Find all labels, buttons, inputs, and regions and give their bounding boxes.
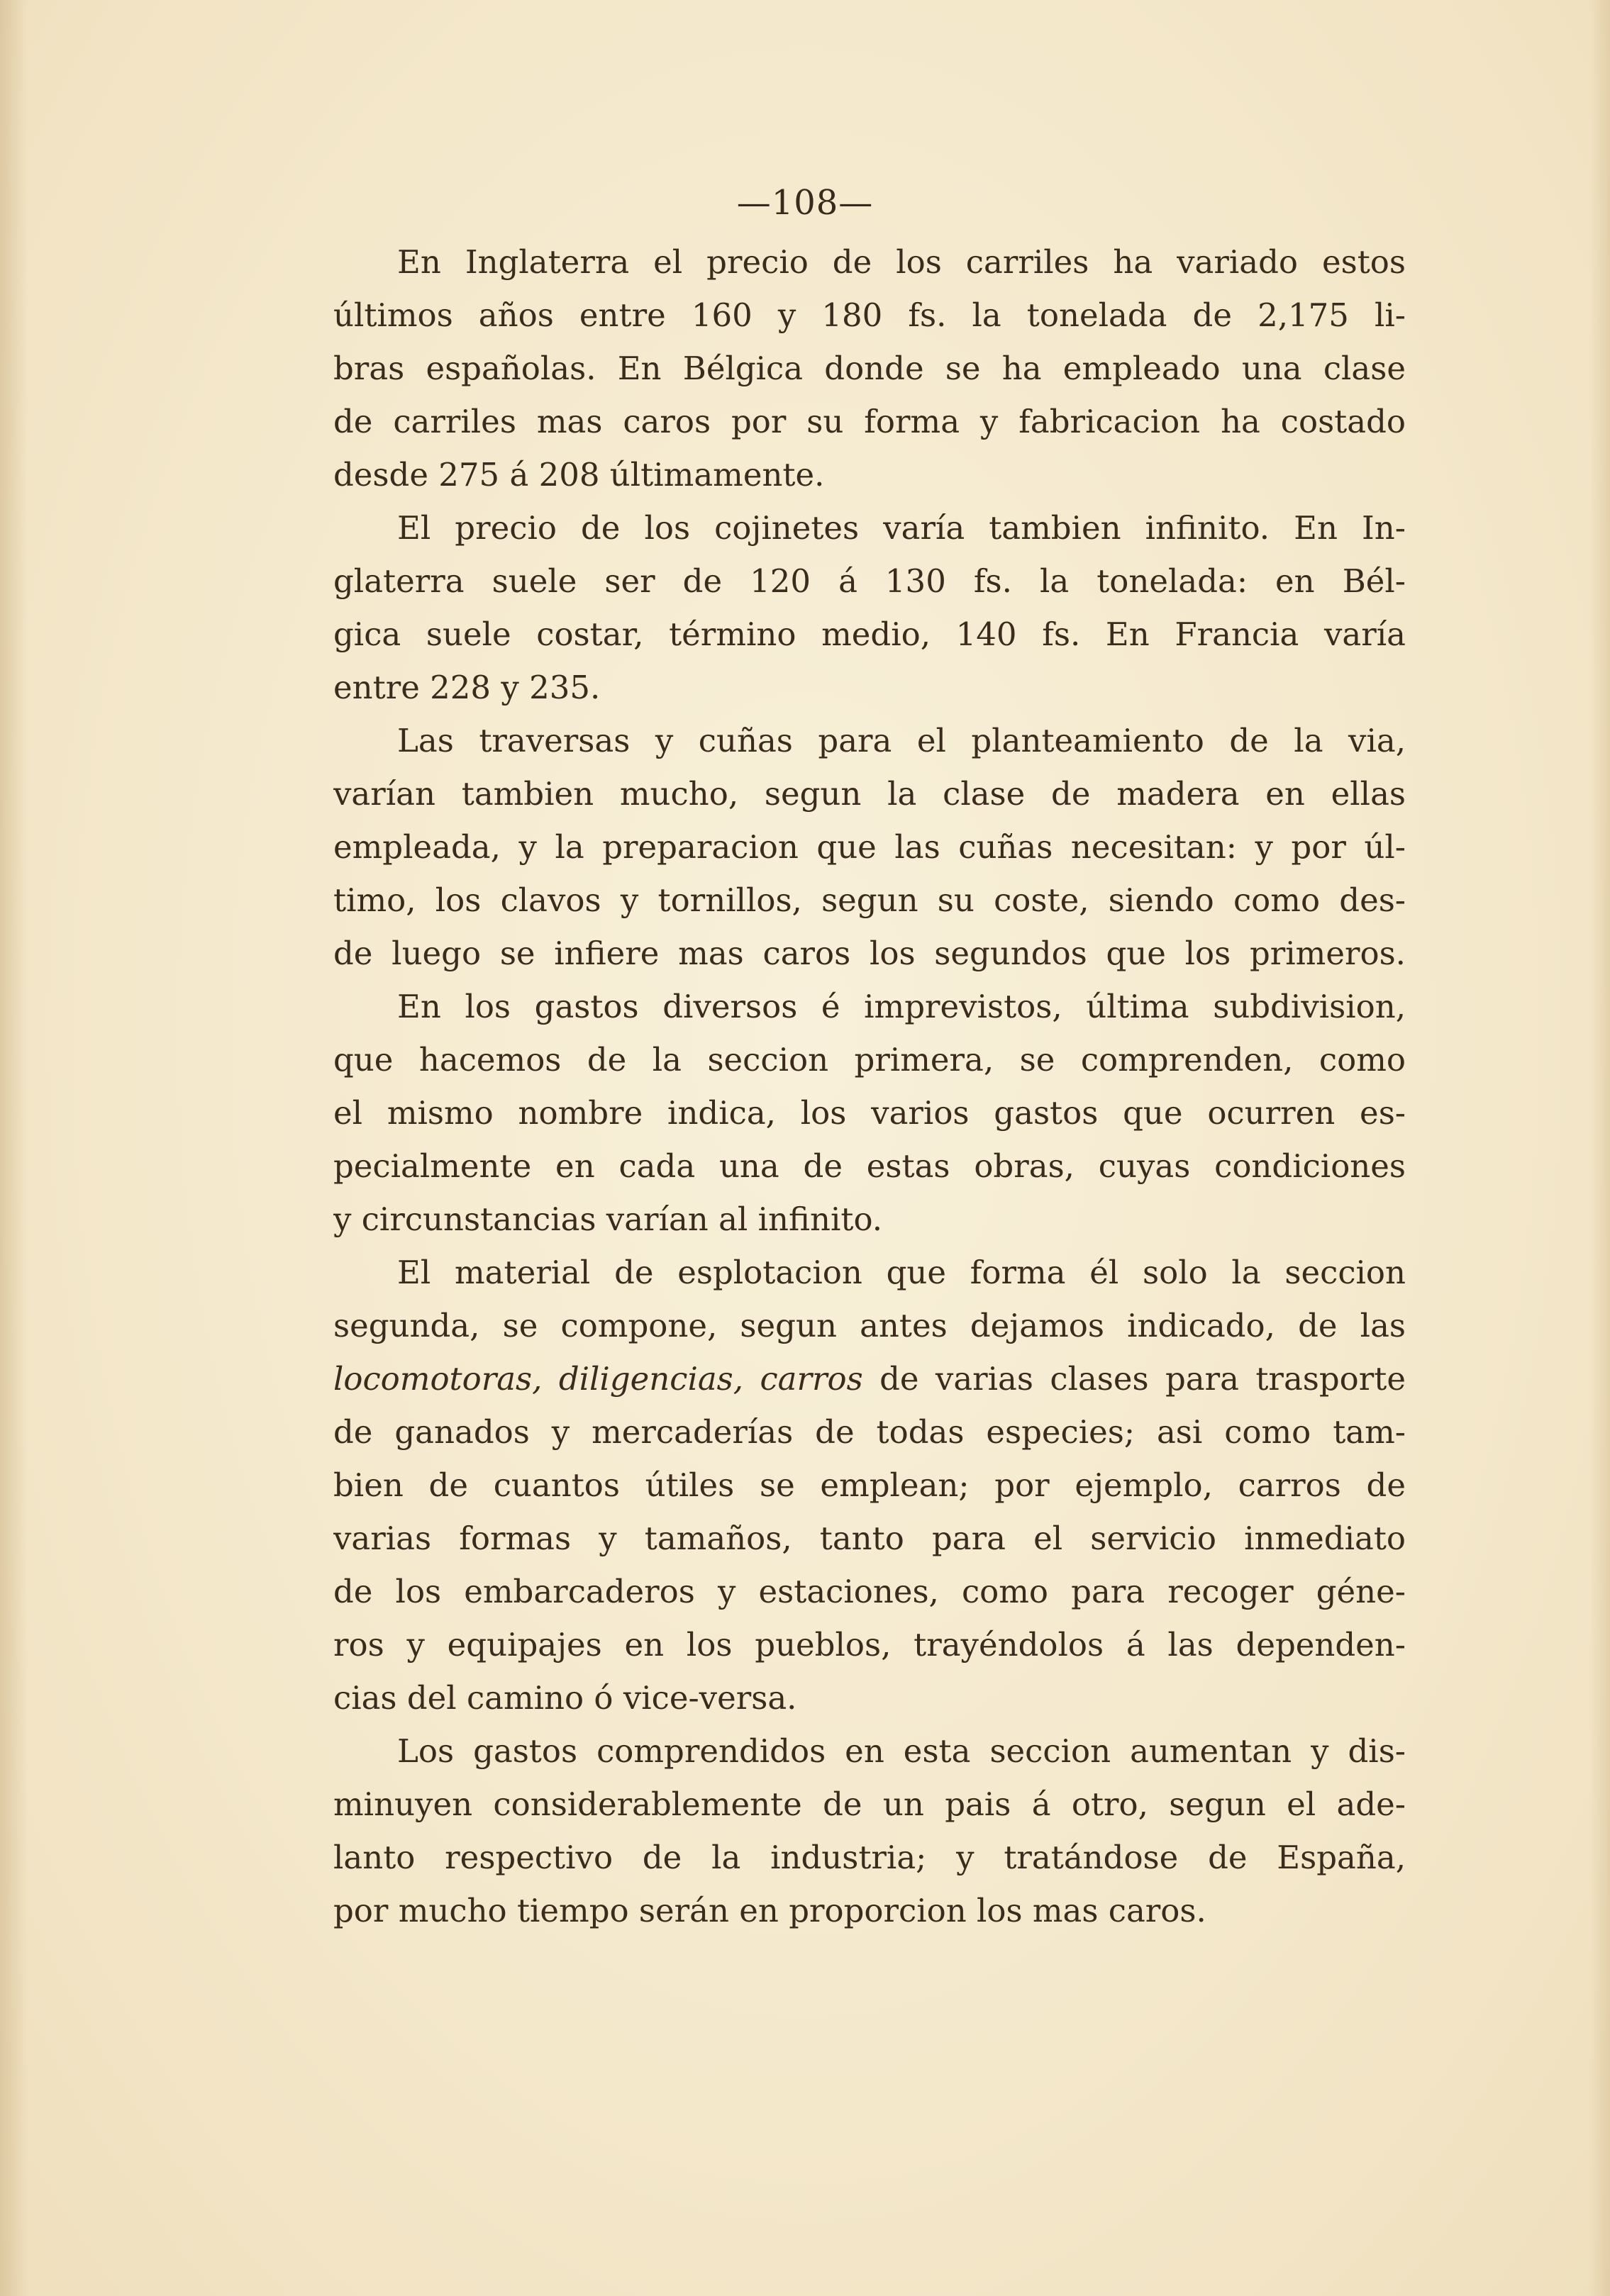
text-line: por mucho tiempo serán en proporcion los mas caros.	[333, 1892, 1206, 1929]
paragraph-cojinetes	[333, 501, 1406, 714]
paragraph-carriles	[333, 235, 1406, 501]
text-line: de luego se infiere mas caros los segundos que los primeros.	[333, 935, 1406, 972]
text-line: cias del camino ó vice-versa.	[333, 1679, 797, 1717]
page-number: —108—	[736, 183, 874, 223]
text-line-mixed	[333, 1352, 1406, 1405]
text-fragment: de varias clases para trasporte	[879, 1360, 1406, 1398]
text-line: bien de cuantos útiles se emplean; por ejemplo, carros de	[333, 1466, 1406, 1504]
page-edge-shadow-left	[0, 0, 28, 2296]
text-line: Las traversas y cuñas para el planteamiento de la via,	[397, 722, 1406, 759]
text-line: ros y equipajes en los pueblos, trayéndolos á las dependen-	[333, 1626, 1406, 1664]
text-line: entre 228 y 235.	[333, 669, 601, 706]
text-line: gica suele costar, término medio, 140 fs. En Francia varía	[333, 615, 1406, 653]
text-line: segunda, se compone, segun antes dejamos indicado, de las	[333, 1307, 1406, 1344]
paragraph-material-esplotacion	[333, 1246, 1406, 1724]
text-line: timo, los clavos y tornillos, segun su coste, siendo como des-	[333, 881, 1406, 919]
text-line: glaterra suele ser de 120 á 130 fs. la tonelada: en Bél-	[333, 562, 1406, 600]
text-line: y circunstancias varían al infinito.	[333, 1200, 883, 1238]
text-line: pecialmente en cada una de estas obras, cuyas condiciones	[333, 1147, 1406, 1185]
text-line: últimos años entre 160 y 180 fs. la tonelada de 2,175 li-	[333, 296, 1406, 334]
text-line: de ganados y mercaderías de todas especies; asi como tam-	[333, 1413, 1406, 1451]
text-line: El material de esplotacion que forma él solo la seccion	[397, 1254, 1406, 1291]
text-line: El precio de los cojinetes varía tambien infinito. En In-	[397, 509, 1406, 547]
text-line: varían tambien mucho, segun la clase de madera en ellas	[333, 775, 1406, 813]
text-line: En los gastos diversos é imprevistos, última subdivision,	[397, 988, 1406, 1025]
text-line: empleada, y la preparacion que las cuñas necesitan: y por úl-	[333, 828, 1406, 866]
text-line: que hacemos de la seccion primera, se comprenden, como	[333, 1041, 1406, 1079]
page-edge-shadow-right	[1589, 0, 1610, 2296]
text-line: minuyen considerablemente de un pais á otro, segun el ade-	[333, 1785, 1406, 1823]
text-line: lanto respectivo de la industria; y tratándose de España,	[333, 1839, 1406, 1876]
paragraph-gastos-diversos	[333, 980, 1406, 1246]
text-line: desde 275 á 208 últimamente.	[333, 456, 825, 494]
body-text	[333, 235, 1406, 1937]
text-line: varias formas y tamaños, tanto para el servicio inmediato	[333, 1520, 1406, 1557]
paragraph-gastos-seccion	[333, 1724, 1406, 1937]
text-line: En Inglaterra el precio de los carriles ha variado estos	[397, 243, 1406, 281]
text-line: de los embarcaderos y estaciones, como para recoger géne-	[333, 1573, 1406, 1610]
text-line: bras españolas. En Bélgica donde se ha empleado una clase	[333, 350, 1406, 387]
italic-terms: locomotoras, diligencias, carros	[333, 1360, 863, 1398]
paragraph-traversas	[333, 714, 1406, 980]
text-line: de carriles mas caros por su forma y fabricacion ha costado	[333, 403, 1406, 440]
text-line: Los gastos comprendidos en esta seccion aumentan y dis-	[397, 1732, 1406, 1770]
text-line: el mismo nombre indica, los varios gastos que ocurren es-	[333, 1094, 1406, 1132]
